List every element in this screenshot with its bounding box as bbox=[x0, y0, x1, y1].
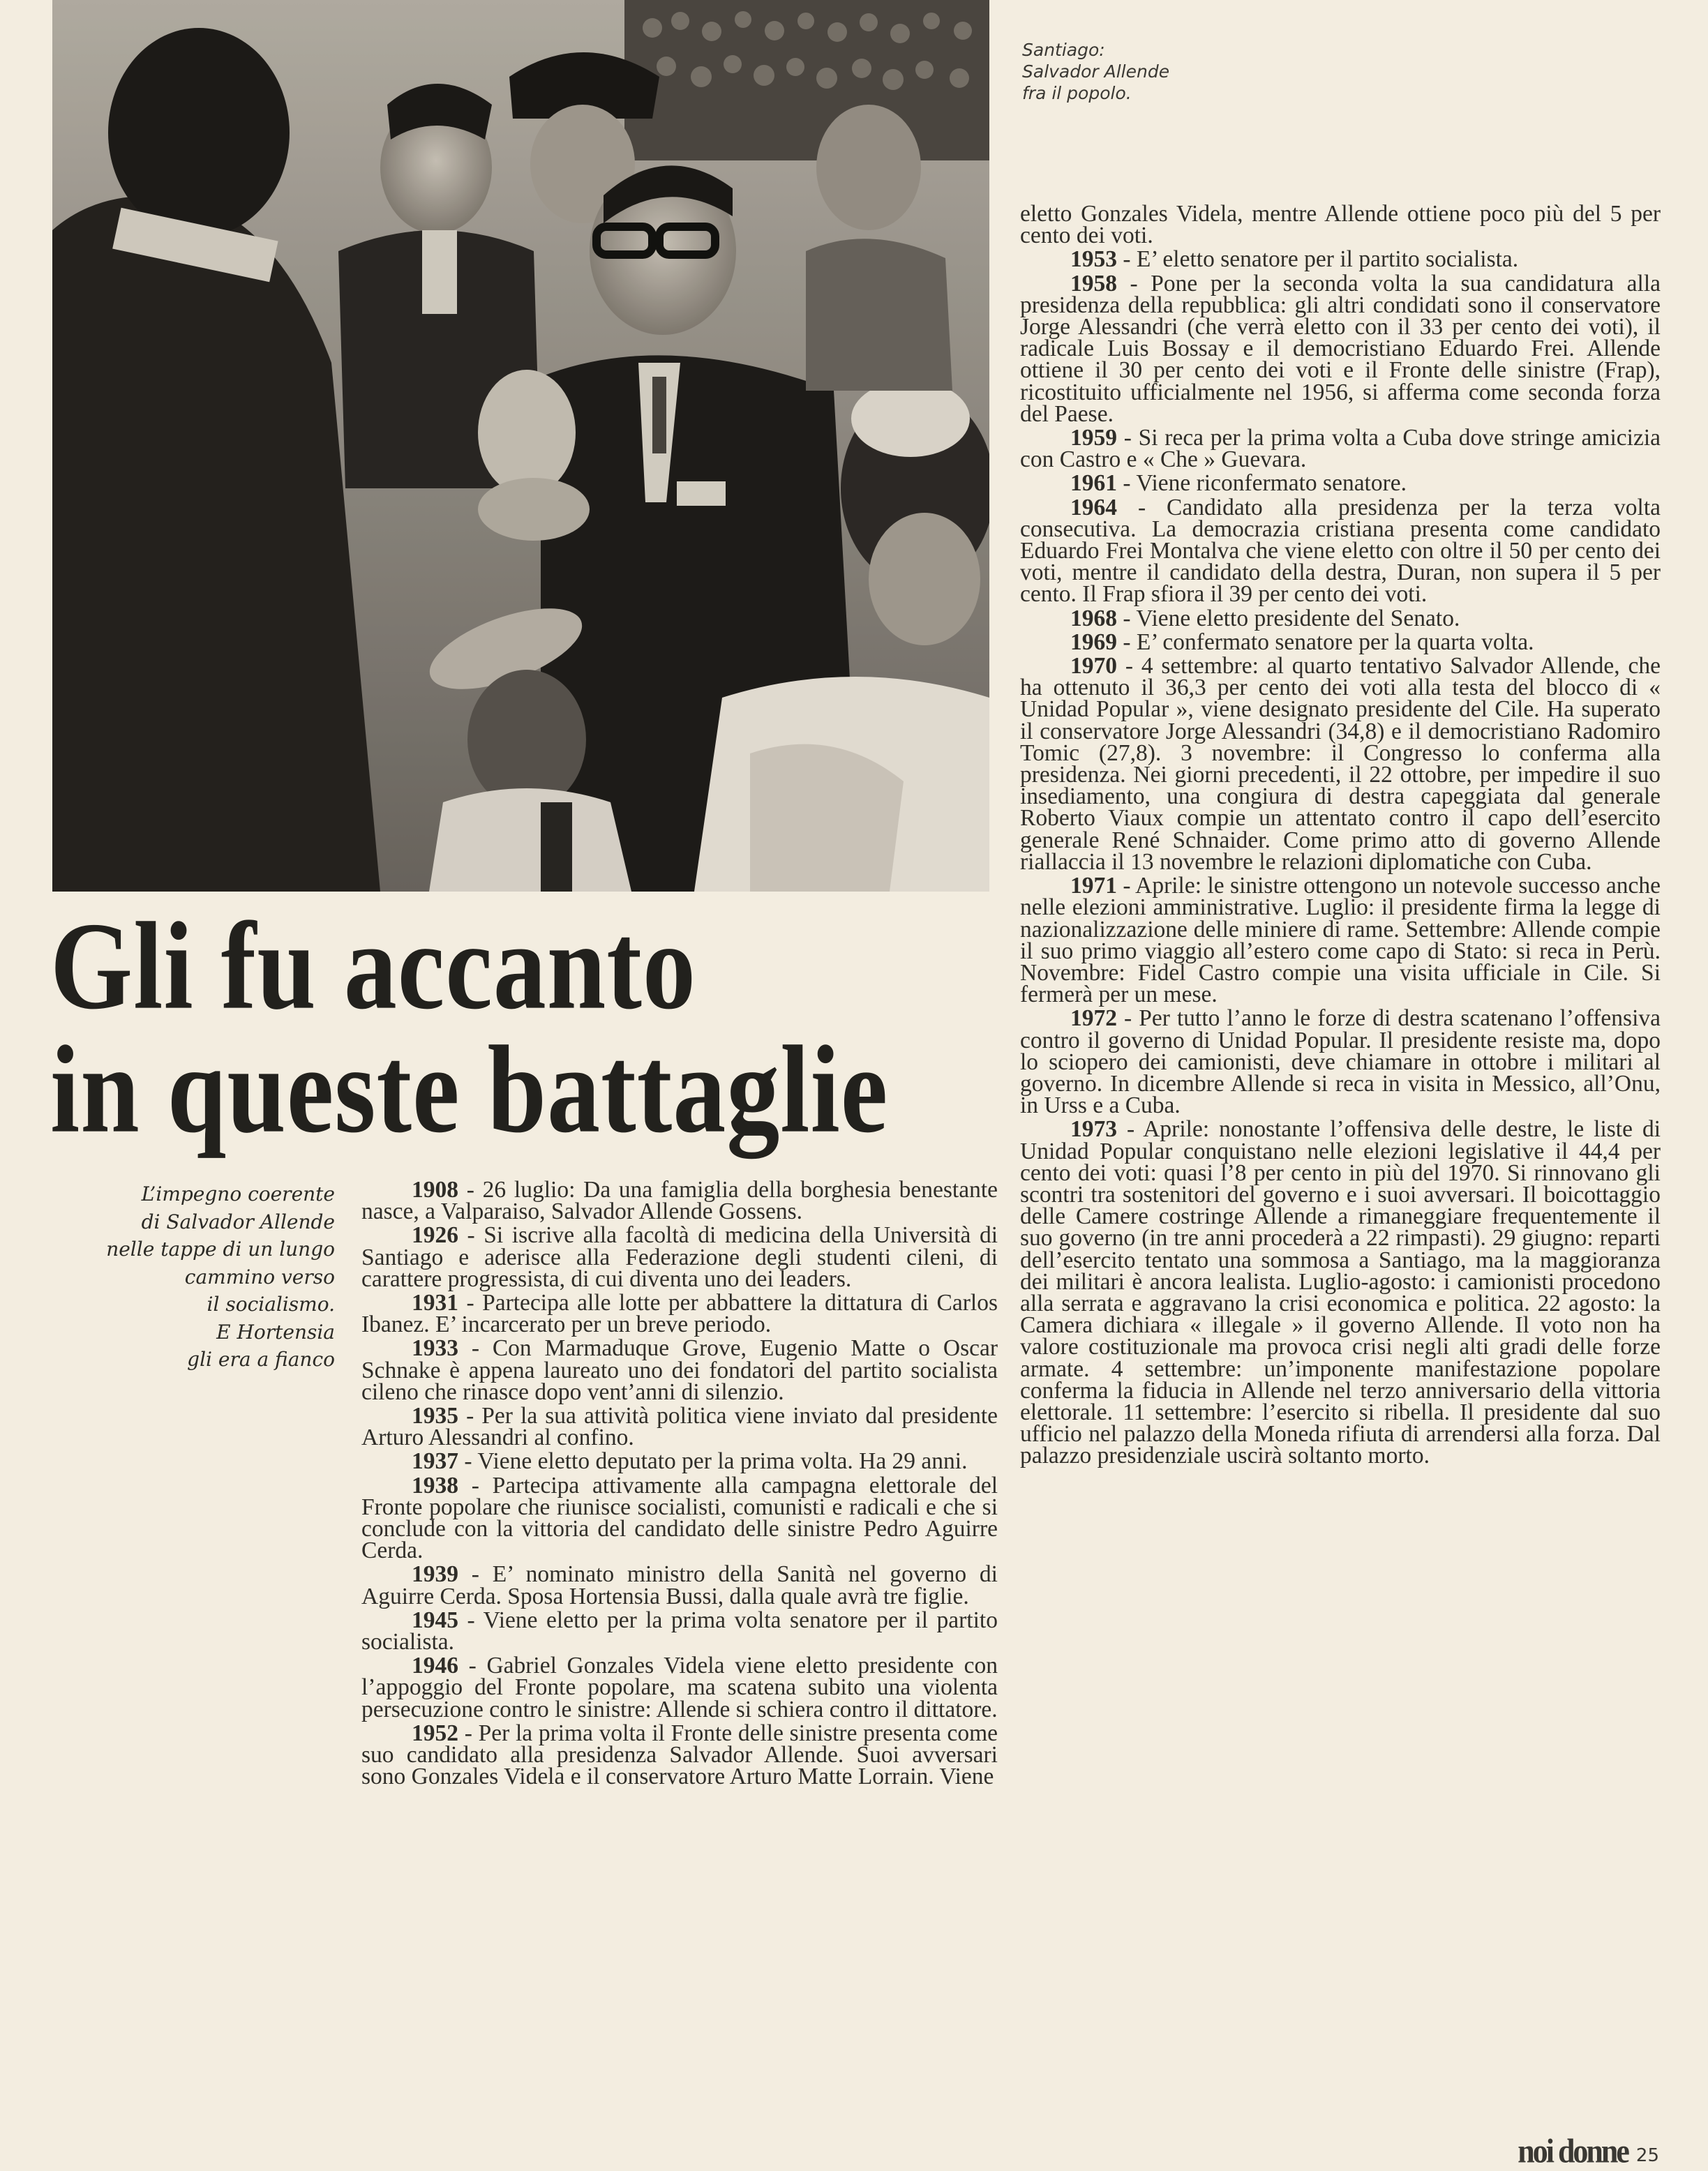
timeline-year: 1969 bbox=[1070, 629, 1117, 655]
timeline-entry bbox=[361, 1224, 998, 1290]
timeline-year: 1952 bbox=[412, 1720, 458, 1746]
timeline-year: 1926 bbox=[412, 1222, 458, 1249]
timeline-column-right bbox=[1020, 203, 1661, 2135]
photograph-icon bbox=[52, 0, 989, 892]
magazine-logo: noi donne bbox=[1518, 2132, 1628, 2170]
timeline-year: 1946 bbox=[412, 1653, 458, 1679]
timeline-separator: - bbox=[458, 1290, 483, 1316]
timeline-entry bbox=[361, 1472, 998, 1564]
timeline-entry bbox=[1020, 246, 1661, 273]
timeline-entry bbox=[361, 1655, 998, 1720]
timeline-separator: - bbox=[1117, 494, 1167, 520]
timeline-separator: - bbox=[1117, 270, 1151, 296]
timeline-entry bbox=[361, 1722, 998, 1788]
headline-line-1: Gli fu accanto bbox=[50, 896, 696, 1035]
timeline-entry bbox=[1020, 631, 1661, 653]
timeline-year: 1973 bbox=[1070, 1116, 1117, 1143]
timeline-entry bbox=[361, 1448, 998, 1475]
timeline-entry bbox=[361, 1403, 998, 1451]
timeline-separator: - bbox=[458, 1720, 479, 1746]
timeline-column-middle bbox=[361, 1179, 998, 2135]
timeline-text: Aprile: nonostante l’offensiva delle destre, le liste di Unidad Popular conquistano nelle elezioni legislative il 44,4 per cento dei voti: quasi l’8 per cento in più del 1970. Si rinnovano gli scontri tra sostenitori del governo e i suoi avversari. Il boicottaggio delle Camere costringe Allende a rimaneggiare frequentemente il suo governo (in tre anni procederà a 22 rimpasti). 29 giugno: reparti dell’esercito tentato una sommosa a Santiago, ma la maggioranza dei militari è ancora lealista. Luglio-agosto: i camionisti procedono alla serrata e aggravano la crisi economica e politica. 22 agosto: la Camera dichiara « illegale » il governo Allende. Il voto non ha valore costituzionale ma provoca crisi negli alti gradi delle forze armate. 4 settembre: un’imponente manifestazione popolare conferma la fiducia in Allende nel terzo anniversario della vittoria elettorale. 11 settembre: l’esercito si ribella. Il presidente dal suo ufficio nel palazzo della Moneda rifiuta di arrendersi alla forza. Dal palazzo presidenziale uscirà soltanto morto. bbox=[1020, 1116, 1661, 1469]
deck-line: L’impegno coerente bbox=[141, 1182, 335, 1205]
deck-line: E Hortensia bbox=[216, 1320, 335, 1344]
timeline-text: Partecipa attivamente alla campagna elettorale del Fronte popolare che riunisce socialisti, comunisti e radicali e che si conclude con la vittoria del candidato delle sinistre Pedro Aguirre Cerda. bbox=[361, 1472, 998, 1564]
caption-line: Salvador Allende bbox=[1022, 61, 1170, 82]
timeline-year: 1968 bbox=[1070, 605, 1117, 631]
timeline-separator: - bbox=[1117, 653, 1141, 679]
timeline-separator: - bbox=[1117, 873, 1136, 899]
timeline-entry bbox=[361, 1337, 998, 1403]
timeline-text: Per la sua attività politica viene inviato dal presidente Arturo Alessandri al confino. bbox=[361, 1403, 998, 1451]
timeline-entry bbox=[1020, 655, 1661, 873]
deck-line: cammino verso bbox=[184, 1265, 335, 1289]
timeline-continuation: eletto Gonzales Videla, mentre Allende ottiene poco più del 5 per cento dei voti. bbox=[1020, 203, 1661, 249]
timeline-year: 1935 bbox=[412, 1403, 458, 1429]
caption-line: fra il popolo. bbox=[1022, 83, 1132, 103]
timeline-separator: - bbox=[1117, 246, 1137, 273]
timeline-text: Partecipa alle lotte per abbattere la dittatura di Carlos Ibanez. E’ incarcerato per un breve periodo. bbox=[361, 1290, 998, 1338]
timeline-entry bbox=[1020, 1005, 1661, 1119]
timeline-text: Viene eletto per la prima volta senatore per il partito socialista. bbox=[361, 1607, 998, 1655]
timeline-separator: - bbox=[458, 1403, 482, 1429]
timeline-entry bbox=[1020, 873, 1661, 1008]
timeline-text: Si reca per la prima volta a Cuba dove stringe amicizia con Castro e « Che » Guevara. bbox=[1020, 425, 1661, 473]
timeline-text: E’ eletto senatore per il partito socialista. bbox=[1136, 246, 1519, 273]
timeline-entry bbox=[361, 1179, 998, 1225]
timeline-entry bbox=[1020, 1116, 1661, 1469]
timeline-text: Viene eletto deputato per la prima volta. Ha 29 anni. bbox=[477, 1448, 968, 1475]
timeline-year: 1939 bbox=[412, 1561, 458, 1588]
timeline-text: E’ confermato senatore per la quarta volta. bbox=[1136, 629, 1534, 655]
timeline-separator: - bbox=[458, 1222, 484, 1249]
timeline-text: 26 luglio: Da una famiglia della borghesia benestante nasce, a Valparaiso, Salvador Allende Gossens. bbox=[361, 1179, 998, 1225]
timeline-text: Si iscrive alla facoltà di medicina della Università di Santiago e aderisce alla Federazione degli studenti cileni, di carattere progressista, di cui diventa uno dei leaders. bbox=[361, 1222, 998, 1292]
headline-line-2: in queste battaglie bbox=[50, 1020, 889, 1159]
deck-line: il socialismo. bbox=[207, 1293, 335, 1316]
timeline-year: 1959 bbox=[1070, 425, 1117, 451]
timeline-entry bbox=[1020, 270, 1661, 427]
timeline-year: 1938 bbox=[412, 1472, 458, 1498]
timeline-year: 1964 bbox=[1070, 494, 1117, 520]
photo-caption bbox=[1022, 39, 1231, 104]
timeline-year: 1958 bbox=[1070, 270, 1117, 296]
timeline-year: 1933 bbox=[412, 1335, 458, 1362]
timeline-year: 1970 bbox=[1070, 653, 1117, 679]
timeline-year: 1953 bbox=[1070, 246, 1117, 273]
timeline-separator: - bbox=[1117, 1005, 1139, 1032]
timeline-separator: - bbox=[458, 1179, 483, 1203]
timeline-separator: - bbox=[1117, 629, 1137, 655]
timeline-separator: - bbox=[458, 1448, 478, 1475]
timeline-year: 1908 bbox=[412, 1179, 458, 1203]
timeline-separator: - bbox=[1117, 1116, 1144, 1143]
timeline-text: Candidato alla presidenza per la terza volta consecutiva. La democrazia cristiana presenta come candidato Eduardo Frei Montalva che viene eletto con oltre il 50 per cento dei voti, mentre il candidato della destra, Duran, non supera il 5 per cento. Il Frap sfiora il 39 per cento dei voti. bbox=[1020, 494, 1661, 608]
timeline-text: Per la prima volta il Fronte delle sinistre presenta come suo candidato alla presidenza Salvador Allende. Suoi avversari sono Gonzales Videla e il conservatore Arturo Matte Lorrain. Viene bbox=[361, 1720, 998, 1790]
photo-allende-among-people bbox=[52, 0, 989, 892]
timeline-year: 1971 bbox=[1070, 873, 1117, 899]
timeline-entry bbox=[1020, 470, 1661, 497]
timeline-text: Viene riconfermato senatore. bbox=[1136, 470, 1407, 497]
timeline-text: Gabriel Gonzales Videla viene eletto presidente con l’appoggio del Fronte popolare, ma scatena subito una violenta persecuzione contro le sinistre: Allende si schiera contro il dittatore. bbox=[361, 1653, 998, 1722]
timeline-text: Viene eletto presidente del Senato. bbox=[1136, 605, 1460, 631]
timeline-separator: - bbox=[458, 1335, 493, 1362]
timeline-separator: - bbox=[458, 1561, 493, 1588]
timeline-year: 1937 bbox=[412, 1448, 458, 1475]
timeline-entry bbox=[361, 1563, 998, 1607]
caption-line: Santiago: bbox=[1022, 40, 1105, 60]
timeline-entry bbox=[361, 1290, 998, 1338]
deck-line: di Salvador Allende bbox=[141, 1210, 335, 1233]
timeline-separator: - bbox=[458, 1607, 484, 1633]
timeline-separator: - bbox=[458, 1653, 487, 1679]
timeline-year: 1945 bbox=[412, 1607, 458, 1633]
timeline-entry bbox=[1020, 494, 1661, 608]
timeline-text: Per tutto l’anno le forze di destra scatenano l’offensiva contro il governo di Unidad Popular. Il presidente resiste ma, dopo lo sciopero dei camionisti, deve chiamare in ottobre i militari al governo. In dicembre Allende si reca in visita in Messico, all’Onu, in Urss e a Cuba. bbox=[1020, 1005, 1661, 1119]
timeline-text: Pone per la seconda volta la sua candidatura alla presidenza della repubblica: gli altri condidati sono il conservatore Jorge Alessandri (che verrà eletto con il 33 per cento dei voti), il radicale Luis Bossay e il democristiano Eduardo Frei. Allende ottiene il 30 per cento dei voti e il Fronte delle sinistre (Frap), ricostituito ufficialmente nel 1956, si afferma come seconda forza del Paese. bbox=[1020, 270, 1661, 427]
page-footer bbox=[1518, 2133, 1659, 2169]
timeline-separator: - bbox=[1117, 470, 1137, 497]
article-headline bbox=[50, 896, 1013, 1159]
timeline-entry bbox=[1020, 605, 1661, 631]
timeline-separator: - bbox=[458, 1472, 493, 1498]
timeline-separator: - bbox=[1117, 605, 1137, 631]
timeline-year: 1961 bbox=[1070, 470, 1117, 497]
timeline-entry bbox=[1020, 425, 1661, 473]
article-deck bbox=[42, 1180, 335, 1374]
page-number: 25 bbox=[1635, 2145, 1659, 2166]
timeline-year: 1972 bbox=[1070, 1005, 1117, 1032]
deck-line: nelle tappe di un lungo bbox=[106, 1238, 335, 1261]
timeline-text: Con Marmaduque Grove, Eugenio Matte o Oscar Schnake è appena laureato uno dei fondatori del partito socialista cileno che rinasce dopo vent’anni di silenzio. bbox=[361, 1335, 998, 1405]
timeline-text: E’ nominato ministro della Sanità nel governo di Aguirre Cerda. Sposa Hortensia Bussi, dalla quale avrà tre figlie. bbox=[361, 1561, 998, 1609]
timeline-year: 1931 bbox=[412, 1290, 458, 1316]
timeline-separator: - bbox=[1117, 425, 1139, 451]
timeline-entry bbox=[361, 1609, 998, 1653]
timeline-text: 4 settembre: al quarto tentativo Salvador Allende, che ha ottenuto il 36,3 per cento dei voti alla testa del blocco di « Unidad Popular », viene designato presidente del Cile. Ha superato il conservatore Jorge Alessandri (34,8) e il democristiano Radomiro Tomic (27,8). 3 novembre: il Congresso lo conferma alla presidenza. Nei giorni precedenti, il 22 ottobre, per impedire il suo insediamento, una congiura di destra capeggiata dal generale Roberto Viaux compie un attentato contro il capo dell’esercito generale René Schnaider. Come primo atto di governo Allende riallaccia il 13 novembre le relazioni diplomatiche con Cuba. bbox=[1020, 653, 1661, 875]
deck-line: gli era a fianco bbox=[187, 1348, 335, 1371]
timeline-text: Aprile: le sinistre ottengono un notevole successo anche nelle elezioni amministrative. Luglio: il presidente firma la legge di nazionalizzazione delle miniere di rame. Settembre: Allende compie il suo primo viaggio all’estero come capo di Stato: si reca in Perù. Novembre: Fidel Castro compie una visita ufficiale in Cile. Si fermerà per un mese. bbox=[1020, 873, 1661, 1008]
